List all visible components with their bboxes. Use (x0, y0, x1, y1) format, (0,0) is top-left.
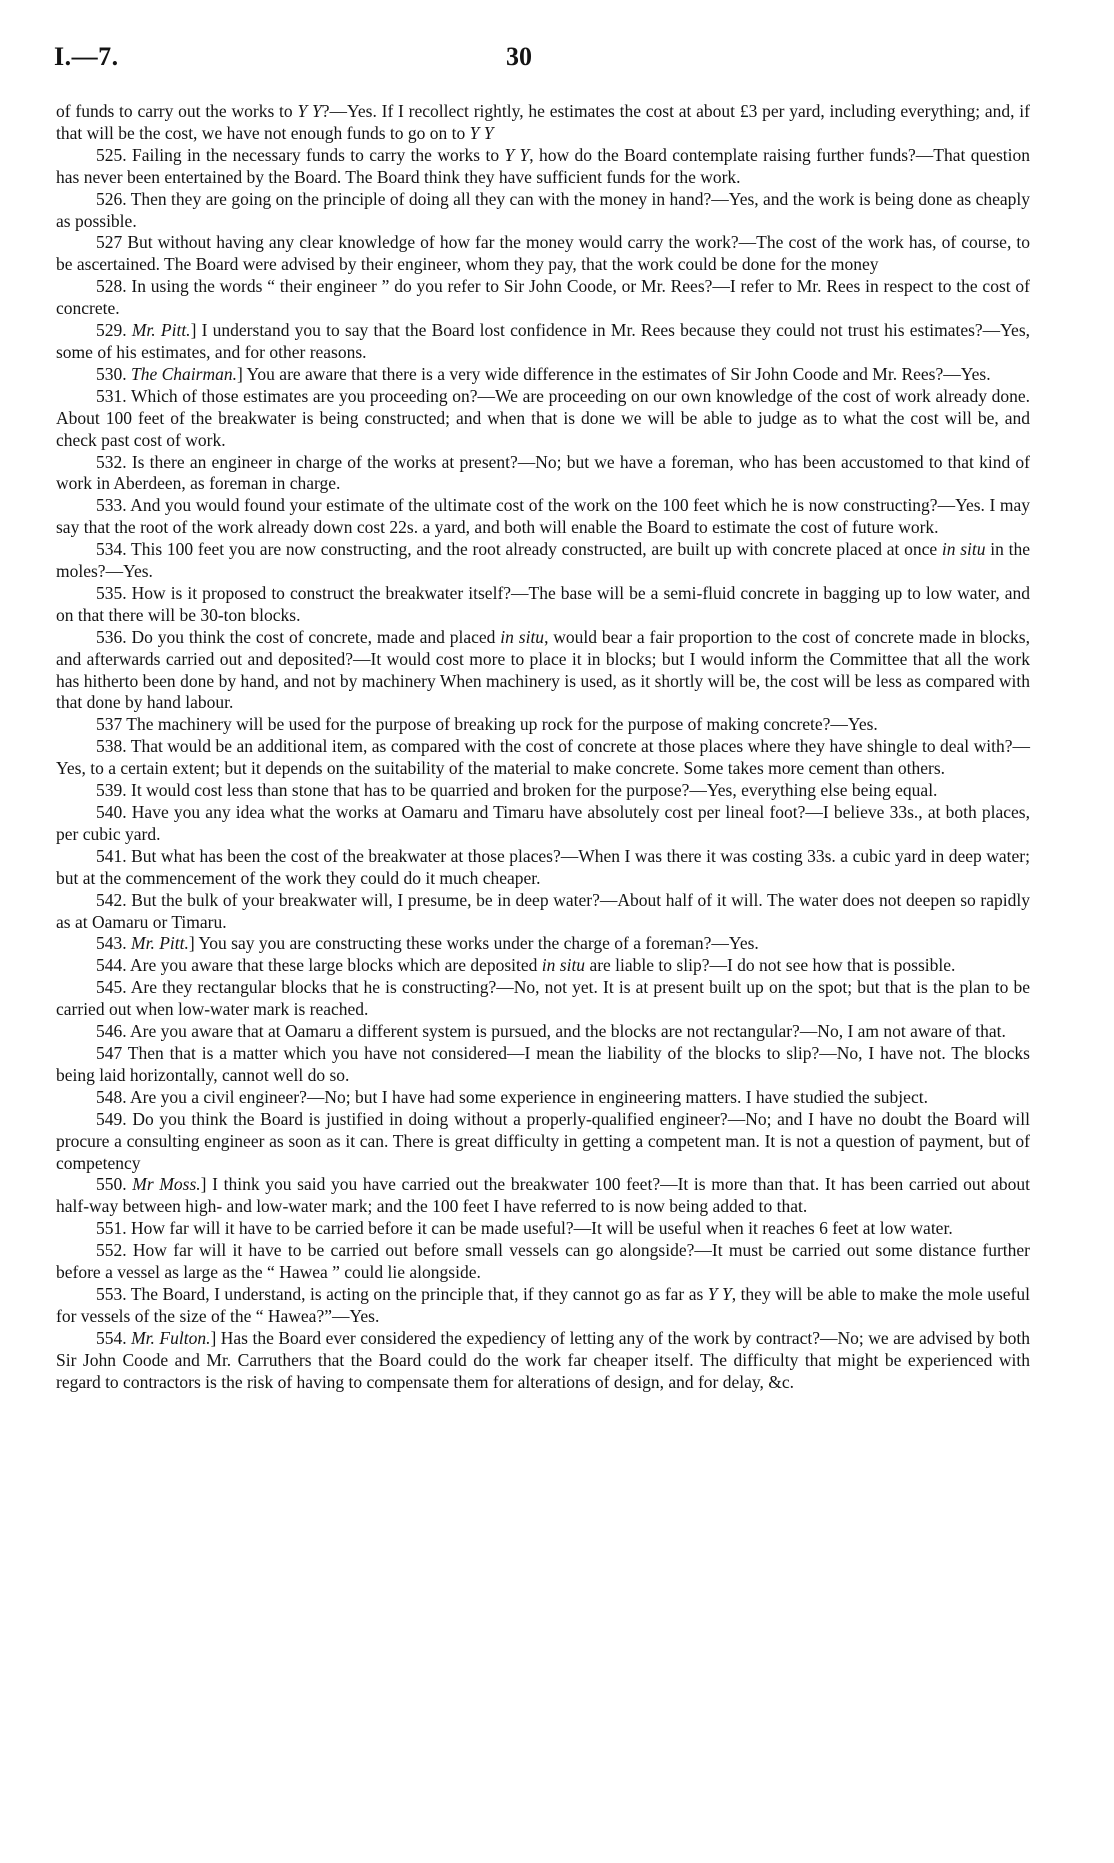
italic-text: Mr. Pitt. (131, 933, 189, 954)
text-segment: , they will be able to make the mole useful for vessels of the size of the “ Hawea?”—Yes. (56, 1283, 1030, 1326)
text-segment: 532. Is there an engineer in charge of the works at present?—No; but we have a foreman, who has been accustomed to that kind of work in Aberdeen, as foreman in charge. (56, 451, 1030, 494)
text-segment: 533. And you would found your estimate of the ultimate cost of the work on the 100 feet which he is now constructing?—Yes. I may say that the root of the work already down cost 22s. a yard, and both will enable the Board to estimate the cost of future work. (56, 495, 1030, 538)
text-segment: 554. (96, 1327, 132, 1348)
continued-paragraph (56, 101, 1030, 145)
italic-text: in situ (941, 539, 986, 560)
text-segment: 536. Do you think the cost of concrete, made and placed (96, 626, 501, 647)
question-551 (56, 1218, 1030, 1240)
page-number: 30 (506, 42, 532, 71)
question-530 (56, 364, 1030, 386)
text-segment: 530. (96, 363, 131, 384)
text-segment: 551. How far will it have to be carried before it can be made useful?—It will be useful when it reaches 6 feet at low water. (96, 1218, 953, 1239)
italic-text: in situ (541, 955, 586, 976)
question-554 (56, 1328, 1030, 1394)
italic-text: Mr. Fulton. (131, 1327, 211, 1348)
text-segment: 538. That would be an additional item, as compared with the cost of concrete at those places where they have shingle to deal with?—Yes, to a certain extent; but it depends on the suitability of the material to make concrete. Some takes more cement than others. (56, 736, 1030, 779)
question-533 (56, 495, 1030, 539)
question-529 (56, 320, 1030, 364)
text-segment: 525. Failing in the necessary funds to carry the works to (96, 144, 505, 165)
question-552 (56, 1240, 1030, 1284)
text-segment: 550. (96, 1174, 133, 1195)
text-segment: 542. But the bulk of your breakwater will, I presume, be in deep water?—About half of it will. The water does not deepen so rapidly as at Oamaru or Timaru. (56, 889, 1030, 932)
text-segment: , how do the Board contemplate raising further funds?—That question has never been entertained by the Board. The Board think they have sufficient funds for the work. (56, 144, 1031, 187)
italic-text: in situ (500, 626, 545, 647)
italic-text: Mr. Pitt. (131, 320, 191, 341)
italic-text: The Chairman. (131, 363, 237, 384)
text-segment: ] You say you are constructing these works under the charge of a foreman?—Yes. (188, 933, 759, 954)
italic-text: Y Y (297, 101, 322, 121)
text-segment: 544. Are you aware that these large blocks which are deposited (96, 955, 542, 976)
text-segment: ] Has the Board ever considered the expediency of letting any of the work by contract?—No; we are advised by both Sir John Coode and Mr. Carruthers that the Board could do the work far cheaper itself. The difficulty that might be experienced with regard to contractors is the risk of having to compensate them for alterations of design, and for delay, &c. (56, 1327, 1030, 1392)
question-532 (56, 452, 1030, 496)
question-531 (56, 386, 1030, 452)
text-segment: 541. But what has been the cost of the breakwater at those places?—When I was there it was costing 33s. a cubic yard in deep water; but at the commencement of the work they could do it much cheaper. (56, 845, 1030, 888)
text-segment: 528. In using the words “ their engineer ” do you refer to Sir John Coode, or Mr. Rees?—I refer to Mr. Rees in respect to the cost of concrete. (56, 276, 1030, 319)
text-segment: 546. Are you aware that at Oamaru a different system is pursued, and the blocks are not rectangular?—No, I am not aware of that. (96, 1021, 1006, 1042)
question-541 (56, 846, 1030, 890)
question-550 (56, 1174, 1030, 1218)
question-526 (56, 189, 1030, 233)
question-539 (56, 780, 1030, 802)
question-543 (56, 933, 1030, 955)
text-segment: in the moles?—Yes. (56, 539, 1031, 582)
italic-text: Y Y (504, 144, 530, 165)
text-segment: 540. Have you any idea what the works at Oamaru and Timaru have absolutely cost per lineal foot?—I believe 33s., at both places, per cubic yard. (56, 802, 1030, 844)
text-segment: 539. It would cost less than stone that has to be quarried and broken for the purpose?—Yes, everything else being equal. (96, 780, 938, 801)
question-546 (56, 1021, 1030, 1043)
text-segment: 552. How far will it have to be carried out before small vessels can go alongside?—It must be carried out some distance further before a vessel as large as the “ Hawea ” could lie alongside. (56, 1240, 1030, 1283)
text-segment: 535. How is it proposed to construct the breakwater itself?—The base will be a semi-fluid concrete in bagging up to low water, and on that there will be 30-ton blocks. (56, 582, 1030, 625)
text-segment: ] I think you said you have carried out the breakwater 100 feet?—It is more than that. It has been carried out about half-way between high- and low-water mark; and the 100 feet I have referred to is now being added to that. (56, 1174, 1031, 1217)
text-segment: are liable to slip?—I do not see how that is possible. (585, 955, 956, 976)
text-segment: 548. Are you a civil engineer?—No; but I have had some experience in engineering matters. I have studied the subject. (96, 1086, 928, 1107)
text-segment: 545. Are they rectangular blocks that he is constructing?—No, not yet. It is at present built up on the spot; but that is the plan to be carried out when low-water mark is reached. (56, 977, 1030, 1020)
text-segment: 534. This 100 feet you are now constructing, and the root already constructed, are built up with concrete placed at once (96, 539, 942, 560)
text-segment: 547 Then that is a matter which you have not considered—I mean the liability of the blocks to slip?—No, I have not. The blocks being laid horizontally, cannot well do so. (56, 1042, 1030, 1085)
text-segment: 553. The Board, I understand, is acting on the principle that, if they cannot go as far as (96, 1283, 708, 1304)
question-536 (56, 627, 1030, 715)
evidence-text (56, 101, 1030, 1393)
text-segment: ] You are aware that there is a very wide difference in the estimates of Sir John Coode and Mr. Rees?—Yes. (236, 363, 991, 384)
question-535 (56, 583, 1030, 627)
text-segment: ?—Yes. If I recollect rightly, he estimates the cost at about £3 per yard, including everything; and, if that will be the cost, we have not enough funds to go on to (56, 101, 1031, 143)
document-reference: I.—7. (54, 42, 119, 71)
question-527 (56, 232, 1030, 276)
text-segment: 526. Then they are going on the principle of doing all they can with the money in hand?—Yes, and the work is being done as cheaply as possible. (56, 188, 1030, 231)
question-548 (56, 1087, 1030, 1109)
question-545 (56, 977, 1030, 1021)
question-537 (56, 714, 1030, 736)
text-segment: , would bear a fair proportion to the cost of concrete made in blocks, and afterwards carried out and deposited?—It would cost more to place it in blocks; but I would inform the Committee that all the work has hitherto been done by hand, and not by machinery When machinery is used, as it shortly will be, the cost will be less as compared with that done by hand labour. (56, 626, 1030, 713)
question-547 (56, 1043, 1030, 1087)
italic-text: Y Y (707, 1283, 732, 1304)
question-542 (56, 890, 1030, 934)
text-segment: 549. Do you think the Board is justified in doing without a properly-qualified engineer?—No; and I have no doubt the Board will procure a consulting engineer as soon as it can. There is great difficulty in getting a competent man. It is not a question of payment, but of competency (56, 1108, 1030, 1173)
text-segment: ] I understand you to say that the Board lost confidence in Mr. Rees because they could not trust his estimates?—Yes, some of his estimates, and for other reasons. (56, 320, 1031, 362)
question-540 (56, 802, 1030, 846)
text-segment: 527 But without having any clear knowledge of how far the money would carry the work?—The cost of the work has, of course, to be ascertained. The Board were advised by their engineer, whom they pay, that the work could be done for the money (56, 232, 1030, 275)
text-segment: 529. (96, 320, 132, 341)
text-segment: 537 The machinery will be used for the purpose of breaking up rock for the purpose of making concrete?—Yes. (96, 714, 878, 735)
text-segment: of funds to carry out the works to (56, 101, 298, 121)
question-553 (56, 1284, 1030, 1328)
text-segment: 543. (96, 933, 131, 954)
question-538 (56, 736, 1030, 780)
italic-text: Y Y (469, 122, 494, 143)
question-534 (56, 539, 1030, 583)
question-528 (56, 276, 1030, 320)
question-525 (56, 145, 1030, 189)
text-segment: 531. Which of those estimates are you proceeding on?—We are proceeding on our own knowledge of the cost of work already done. About 100 feet of the breakwater is being constructed; and when that is done we will be able to judge as to what the cost will be, and check past cost of work. (56, 385, 1030, 450)
question-544 (56, 955, 1030, 977)
italic-text: Mr Moss. (132, 1174, 201, 1195)
question-549 (56, 1109, 1030, 1175)
